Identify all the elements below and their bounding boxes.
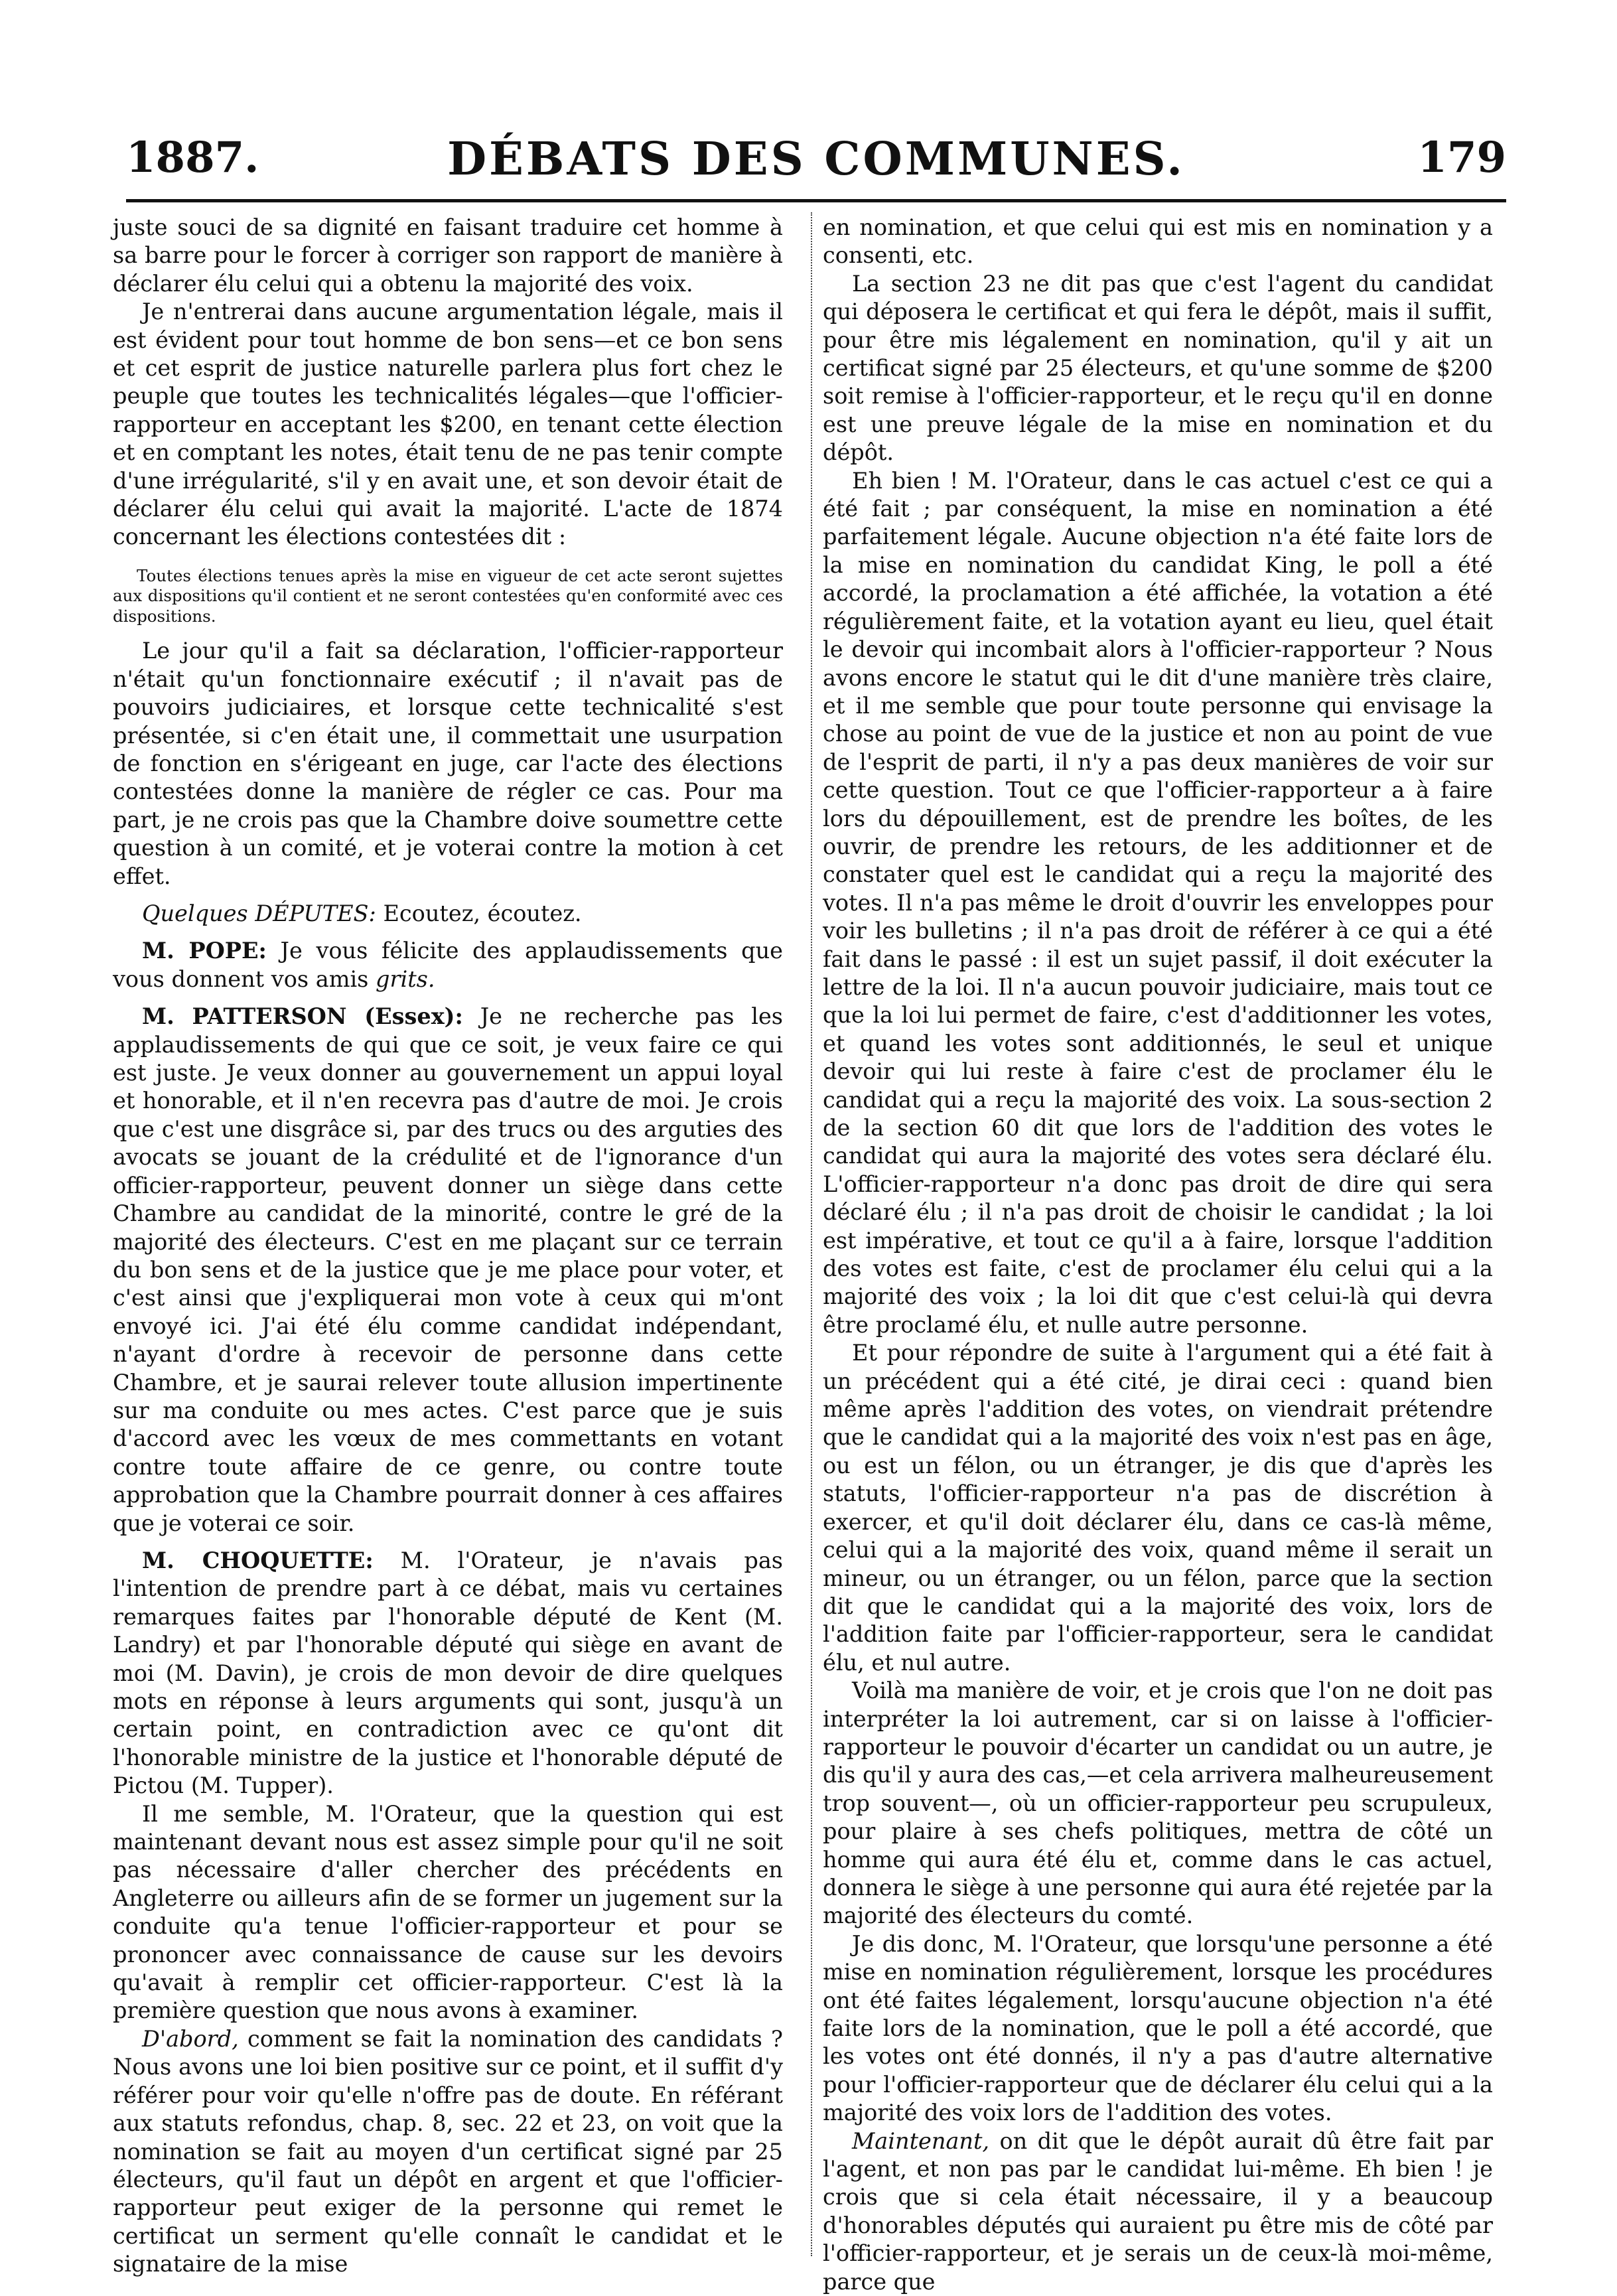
header-rule <box>126 199 1506 202</box>
left-column <box>113 214 783 2279</box>
paragraph: La section 23 ne dit pas que c'est l'agent du candidat qui déposera le certificat et qui fera le dépôt, mais il suffit, pour être mis légalement en nomination, qu'il y ait un certificat signé par 25 électeurs, et qu'une somme de $200 soit remise à l'officier-rapporteur, et le reçu qu'il en donne est une preuve légale de la mise en nomination et du dépôt. <box>823 270 1493 466</box>
paragraph <box>113 1547 783 1800</box>
paragraph: Le jour qu'il a fait sa déclaration, l'officier-rapporteur n'était qu'un fonctionnaire exécutif ; il n'avait pas de pouvoirs judiciaires, et lorsque cette technicalité s'est présentée, si c'en était une, il commettait une usurpation de fonction en s'érigeant en juge, car l'acte des élections contestées donne la manière de régler ce cas. Pour ma part, je ne crois pas que la Chambre doive soumettre cette question à un comité, et je voterai contre la motion à cet effet. <box>113 638 783 889</box>
paragraph <box>823 2127 1493 2296</box>
speaker-name: M. CHOQUETTE: <box>142 1547 374 1573</box>
speech-text: Je vous félicite des applaudissements que vous donnent vos amis <box>113 938 783 992</box>
paragraph <box>113 2025 783 2279</box>
speech-emphasis: grits. <box>376 966 435 992</box>
paragraph <box>113 900 783 928</box>
paragraph: Je n'entrerai dans aucune argumentation légale, mais il est évident pour tout homme de bon sens—et ce bon sens et cet esprit de justice naturelle parlera plus fort chez le peuple que toutes les technicalités légales—que l'officier-rapporteur en acceptant les $200, en tenant cette élection et en comptant les notes, était tenu de ne pas tenir compte d'une irrégularité, s'il y en avait une, et son devoir était de déclarer élu celui qui avait la majorité. L'acte de 1874 concernant les élections contestées dit : <box>113 299 783 550</box>
speaker-name: M. PATTERSON (Essex): <box>142 1003 463 1030</box>
paragraph <box>113 1003 783 1538</box>
page-header <box>126 133 1506 192</box>
speaker-name: Quelques DÉPUTES: <box>142 900 376 927</box>
paragraph: Et pour répondre de suite à l'argument qui a été fait à un précédent qui a été cité, je dirai ceci : quand bien même après l'addition des votes, on viendrait prétendre que le candidat qui a la majorité des voix n'est pas en âge, ou est un félon, ou un étranger, je dis que d'après les statuts, l'officier-rapporteur n'a pas de discrétion à exercer, et qu'il doit déclarer élu, dans ce cas-là même, celui qui a la majorité des voix, quand même il serait un mineur, ou un étranger, ou un félon, parce que la section dit que le candidat qui a la majorité des voix, lors de l'addition faite par l'officier-rapporteur, sera le candidat élu, et nul autre. <box>823 1340 1493 1676</box>
speech-text: M. l'Orateur, je n'avais pas l'intention de prendre part à ce débat, mais vu certaines remarques faites par l'honorable député de Kent (M. Landry) et par l'honorable député qui siège en avant de moi (M. Davin), je crois de mon devoir de dire quelques mots en réponse à leurs arguments qui sont, jusqu'à un certain point, en contradiction avec ce qu'ont dit l'honorable ministre de la justice et l'honorable député de Pictou (M. Tupper). <box>113 1547 783 1799</box>
speech-text: Je ne recherche pas les applaudissements de qui que ce soit, je veux faire ce qui est juste. Je veux donner au gouvernement un appui loyal et honorable, et il n'en recevra pas d'autre de moi. Je crois que c'est une disgrâce si, par des trucs ou des arguties des avocats se jouant de la crédulité et de l'ignorance d'un officier-rapporteur, peuvent donner un siège dans cette Chambre au candidat de la minorité, contre le gré de la majorité des électeurs. C'est en me plaçant sur ce terrain du bon sens et de la justice que je me place pour voter, et c'est ainsi que j'expliquerai mon vote à ceux qui m'ont envoyé ici. J'ai été élu comme candidat indépendant, n'ayant d'ordre à recevoir de personne dans cette Chambre, et je saurai relever toute allusion impertinente sur ma conduite ou mes actes. C'est parce que je suis d'accord avec les vœux de mes commettants en votant contre toute affaire de ce genre, ou contre toute approbation que la Chambre pourrait donner à ces affaires que je voterai ce soir. <box>113 1003 784 1536</box>
paragraph: en nomination, et que celui qui est mis en nomination y a consenti, etc. <box>823 214 1493 269</box>
header-year: 1887. <box>126 133 259 182</box>
right-column <box>823 214 1493 2296</box>
speech-text: comment se fait la nomination des candidats ? Nous avons une loi bien positive sur ce point, et il suffit d'y référer pour voir qu'elle n'offre pas de doute. En référant aux statuts refondus, chap. 8, sec. 22 et 23, on voit que la nomination se fait au moyen d'un certificat signé par 25 électeurs, qu'il faut un dépôt en argent et que l'officier-rapporteur peut exiger de la personne qui remet le certificat un serment qu'elle connaît le candidat et le signataire de la mise <box>113 2025 783 2277</box>
speaker-name: M. POPE: <box>142 938 267 964</box>
speech-emphasis: Maintenant, <box>852 2127 990 2154</box>
paragraph: juste souci de sa dignité en faisant traduire cet homme à sa barre pour le forcer à corriger son rapport de manière à déclarer élu celui qui a obtenu la majorité des voix. <box>113 214 783 297</box>
statute-quote: Toutes élections tenues après la mise en vigueur de cet acte seront sujettes aux dispositions qu'il contient et ne seront contestées qu'en conformité avec ces dispositions. <box>113 565 783 626</box>
header-title: DÉBATS DES COMMUNES. <box>447 133 1185 186</box>
column-divider <box>811 212 812 2256</box>
page-number: 179 <box>1417 133 1506 182</box>
paragraph <box>113 937 783 993</box>
paragraph: Je dis donc, M. l'Orateur, que lorsqu'une personne a été mise en nomination régulièrement, lorsque les procédures ont été faites légalement, lorsqu'aucune objection n'a été faite lors de la nomination, que le poll a été accordé, que les votes ont été donnés, il n'y a pas d'autre alternative pour l'officier-rapporteur que de déclarer élu celui qui a la majorité des voix lors de l'addition des votes. <box>823 1930 1493 2126</box>
paragraph: Il me semble, M. l'Orateur, que la question qui est maintenant devant nous est assez simple pour qu'il ne soit pas nécessaire d'aller chercher des précédents en Angleterre ou ailleurs afin de se former un jugement sur la conduite qu'a tenue l'officier-rapporteur et pour se prononcer avec connaissance de cause sur les devoirs qu'avait à remplir cet officier-rapporteur. C'est là la première question que nous avons à examiner. <box>113 1800 783 2024</box>
paragraph: Voilà ma manière de voir, et je crois que l'on ne doit pas interpréter la loi autrement, car si on laisse à l'officier-rapporteur le pouvoir d'écarter un candidat ou un autre, je dis qu'il y aura des cas,—et cela arrivera malheureusement trop souvent—, où un officier-rapporteur peu scrupuleux, pour plaire à ses chefs politiques, mettra de côté un homme qui aura été élu et, comme dans le cas actuel, donnera le siège à une personne qui aura été rejetée par la majorité des électeurs du comté. <box>823 1678 1493 1929</box>
speech-text: on dit que le dépôt aurait dû être fait par l'agent, et non pas par le candidat lui-même. Eh bien ! je crois que si cela était nécessaire, il y a beaucoup d'honorables députés qui auraient pu être mis de côté par l'officier-rapporteur, et je serais un de ceux-là moi-même, parce que <box>823 2127 1493 2295</box>
paragraph: Eh bien ! M. l'Orateur, dans le cas actuel c'est ce qui a été fait ; par conséquent, la mise en nomination a été parfaitement légale. Aucune objection n'a été faite lors de la mise en nomination du candidat King, le poll a été accordé, la proclamation a été affichée, la votation a été régulièrement faite, et la votation ayant eu lieu, quel était le devoir qui incombait alors à l'officier-rapporteur ? Nous avons encore le statut qui le dit d'une manière très claire, et il me semble que pour toute personne qui envisage la chose au point de vue de la justice et non au point de vue de l'esprit de parti, il n'y a pas deux manières de voir sur cette question. Tout ce que l'officier-rapporteur a à faire lors du dépouillement, est de prendre les boîtes, de les ouvrir, de prendre les retours, de les additionner et de constater quel est le candidat qui a reçu la majorité des votes. Il n'a pas même le droit d'ouvrir les enveloppes pour voir les bulletins ; il n'a pas droit de référer à ce qui a été fait dans le passé : il est un sujet passif, il doit exécuter la lettre de la loi. Il n'a aucun pouvoir judiciaire, mais tout ce que la loi lui permet de faire, c'est d'additionner les votes, et quand les votes sont additionnés, le seul et unique devoir qui lui reste à faire c'est de proclamer élu le candidat qui a reçu la majorité des voix. La sous-section 2 de la section 60 dit que lors de l'addition des votes le candidat qui aura la majorité des votes sera déclaré élu. L'officier-rapporteur n'a donc pas droit de dire qui sera déclaré élu ; il n'a pas droit de choisir le candidat ; la loi est impérative, et tout ce qu'il a à faire, lorsque l'addition des votes est faite, c'est de proclamer élu celui qui a la majorité des voix ; la loi dit que c'est celui-là qui devra être proclamé élu, et nulle autre personne. <box>823 467 1493 1338</box>
speech-text: Ecoutez, écoutez. <box>376 900 582 927</box>
speech-emphasis: D'abord, <box>142 2025 239 2052</box>
